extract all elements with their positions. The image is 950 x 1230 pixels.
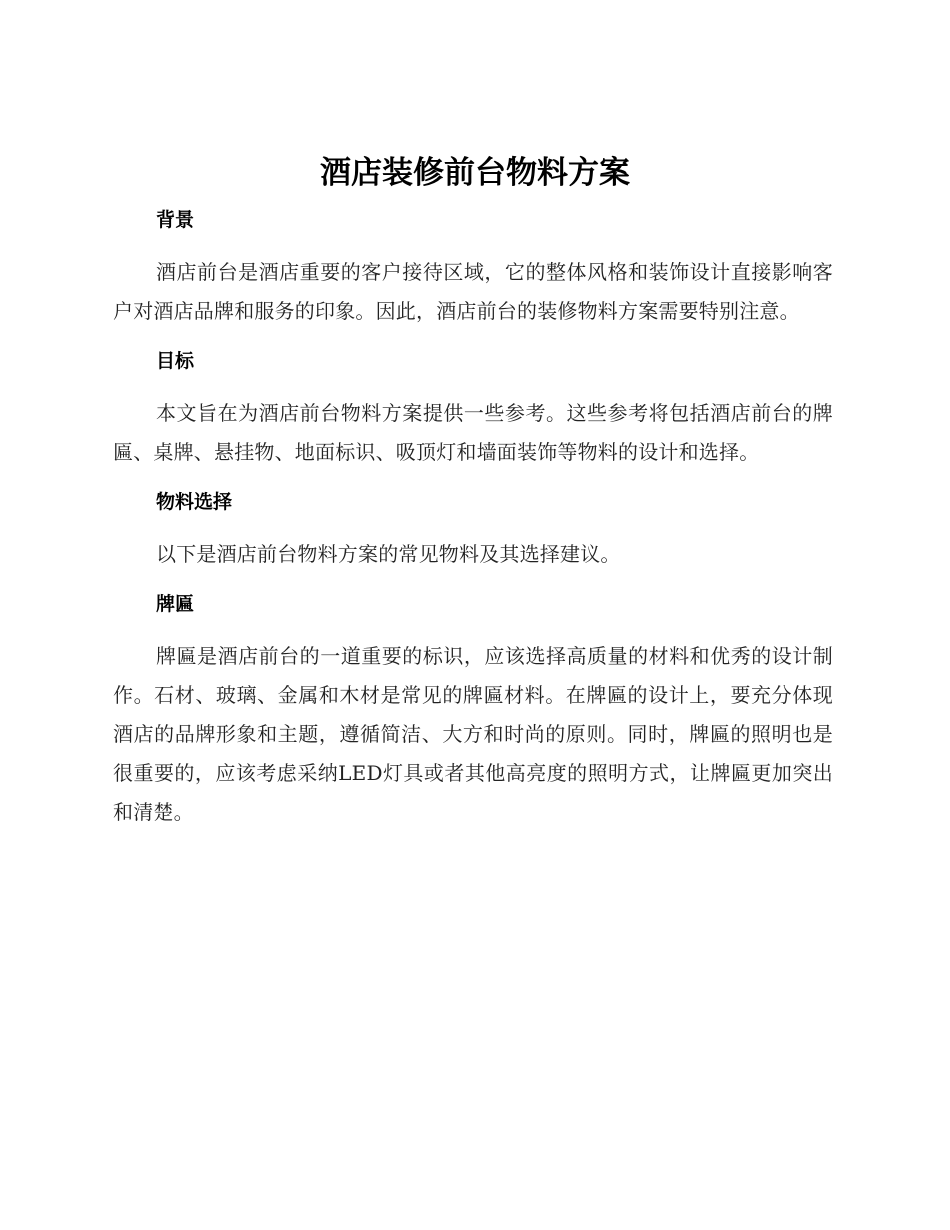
section-paragraph: 以下是酒店前台物料方案的常见物料及其选择建议。 (156, 542, 621, 566)
section-background (113, 202, 833, 343)
section-heading: 目标 (156, 350, 195, 372)
section-paragraph: 牌匾是酒店前台的一道重要的标识，应该选择高质量的材料和优秀的设计制作。石材、玻璃、金属和木材是常见的牌匾材料。在牌匾的设计上，要充分体现酒店的品牌形象和主题，遵循简洁、大方和时尚的原则。同时，牌匾的照明也是很重要的，应该考虑采纳LED灯具或者其他高亮度的照明方式，让牌匾更加突出和清楚。 (113, 644, 833, 824)
section-material-selection (113, 484, 833, 586)
section-plaque (113, 586, 833, 832)
section-goal (113, 343, 833, 484)
document-body (113, 202, 833, 832)
section-heading: 牌匾 (156, 593, 195, 615)
section-heading: 背景 (156, 209, 195, 231)
section-paragraph: 本文旨在为酒店前台物料方案提供一些参考。这些参考将包括酒店前台的牌匾、桌牌、悬挂物、地面标识、吸顶灯和墙面装饰等物料的设计和选择。 (113, 401, 833, 464)
section-heading: 物料选择 (156, 491, 233, 513)
section-paragraph: 酒店前台是酒店重要的客户接待区域，它的整体风格和装饰设计直接影响客户对酒店品牌和服务的印象。因此，酒店前台的装修物料方案需要特别注意。 (113, 260, 833, 323)
document-title: 酒店装修前台物料方案 (320, 155, 630, 191)
